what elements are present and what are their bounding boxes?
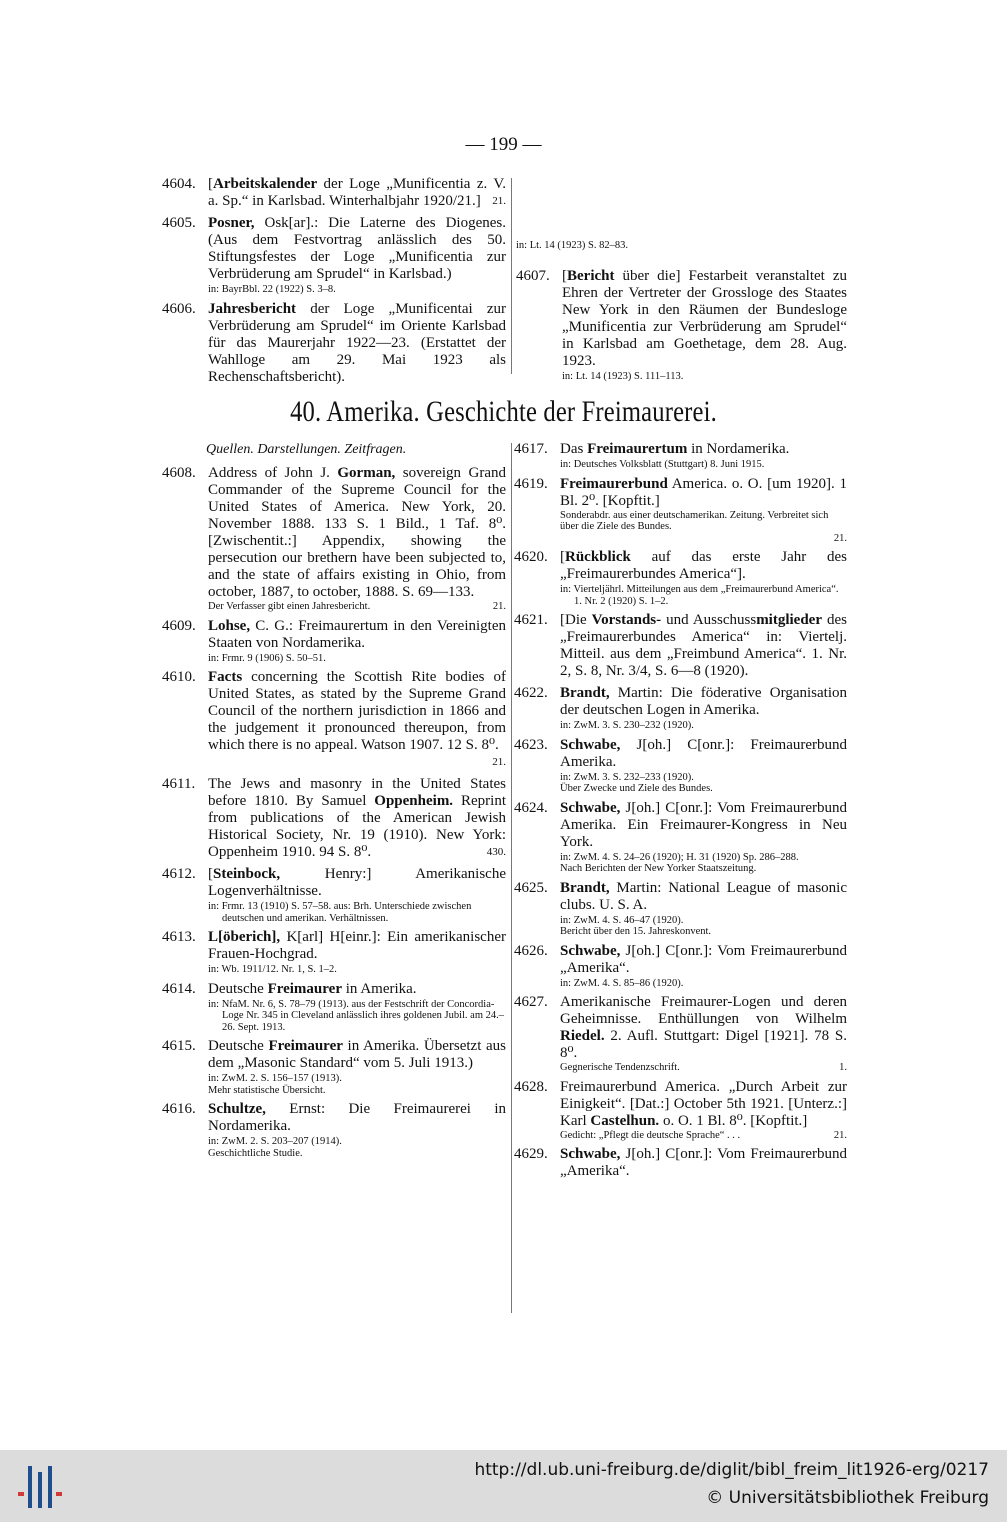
entry-4614 <box>162 981 506 1034</box>
entry-note: Über Zwecke und Ziele des Bundes. <box>560 783 713 794</box>
page-number: — 199 — <box>465 134 542 155</box>
entry-keyword: Arbeitskalender <box>213 176 318 192</box>
column-rule-bottom <box>511 443 512 1313</box>
entry-source: in: Deutsches Volksblatt (Stuttgart) 8. Juni 1915. <box>560 459 765 470</box>
entry-number: 4622. <box>514 685 548 701</box>
entry-keyword: Oppenheim. <box>374 793 454 809</box>
entry-number: 4628. <box>514 1078 548 1095</box>
entry-keyword: Posner, <box>208 215 255 231</box>
entry-number: 4610. <box>162 669 196 685</box>
entry-number: 4611. <box>162 776 196 792</box>
entry-4624 <box>514 800 847 875</box>
entry-source: in: ZwM. 3. S. 232–233 (1920). <box>560 771 694 783</box>
entry-text: Address of John J. <box>208 465 330 481</box>
entry-4626 <box>514 943 847 990</box>
entry-text: Osk[ar].: Die Laterne des Diogenes. (Aus dem Festvortrag anlässlich des 50. Stiftungsfestes der Loge „Munificentia zur Verbrüderung am Sprudel“ in Karlsbad.) <box>208 215 506 282</box>
entry-4611 <box>162 776 506 861</box>
entry-keyword: Freimaurer <box>268 1038 343 1054</box>
entry-text: 2. Aufl. Stuttgart: Digel [1921]. 78 S. 8⁰. <box>560 1028 847 1061</box>
permalink-url-link[interactable]: http://dl.ub.uni-freiburg.de/diglit/bibl_freim_lit1926-erg/0217 <box>474 1460 989 1480</box>
entry-4623 <box>514 737 847 795</box>
entry-text: [ <box>562 267 567 284</box>
entry-4605 <box>162 215 506 296</box>
entry-text: in Nordamerika. <box>687 441 790 457</box>
entry-text: Das <box>560 441 588 457</box>
entry-source: in: ZwM. 2. S. 203–207 (1914). <box>208 1136 342 1147</box>
entry-note: Der Verfasser gibt einen Jahresbericht. <box>208 601 371 612</box>
entry-4608 <box>162 465 506 613</box>
entry-source: in: ZwM. 4. S. 46–47 (1920). <box>560 914 684 926</box>
entry-4615 <box>162 1038 506 1096</box>
entry-4627 <box>514 994 847 1074</box>
entry-note: Gedicht: „Pflegt die deutsche Sprache“ . . . <box>560 1129 741 1141</box>
entry-number: 4623. <box>514 736 548 753</box>
entry-4622 <box>514 685 847 732</box>
entry-note: Sonderabdr. aus einer deutschamerikan. Zeitung. Verbreitet sich über die Ziele des Bundes. <box>560 509 829 532</box>
top-right-column <box>516 178 847 387</box>
entry-number: 4629. <box>514 1146 548 1162</box>
entry-4607 <box>516 268 847 383</box>
entry-keyword: Schwabe, <box>560 942 621 959</box>
entry-keyword: Facts <box>208 669 243 685</box>
entry-4616 <box>162 1101 506 1159</box>
entry-number: 4604. <box>162 176 196 192</box>
top-left-column <box>162 176 506 391</box>
entry-4604 <box>162 176 506 210</box>
entry-text: C. G.: Freimaurertum in den Vereinigten Staaten von Nordamerika. <box>208 617 506 651</box>
entry-text: Martin: National League of masonic clubs. U. S. A. <box>560 879 847 913</box>
entry-price: 21. <box>492 601 506 612</box>
entry-4621 <box>514 612 847 680</box>
entry-keyword: Schwabe, <box>560 736 621 753</box>
section-subheading: Quellen. Darstellungen. Zeitfragen. <box>206 442 407 457</box>
entry-source: in: ZwM. 4. S. 85–86 (1920). <box>560 977 684 989</box>
entry-number: 4616. <box>162 1101 196 1117</box>
entry-text: Deutsche <box>208 1038 269 1054</box>
entry-number: 4608. <box>162 465 196 481</box>
entry-4620 <box>514 549 847 607</box>
entry-source: in: Lt. 14 (1923) S. 111–113. <box>562 370 684 382</box>
entry-number: 4607. <box>516 267 550 284</box>
entry-price: 430. <box>486 846 506 858</box>
entry-note: Bericht über den 15. Jahreskonvent. <box>560 926 712 937</box>
entry-number: 4612. <box>162 866 196 882</box>
entry-number: 4627. <box>514 994 548 1010</box>
entry-text: Martin: Die föderative Organisation der deutschen Logen in Amerika. <box>560 685 847 718</box>
entry-4625 <box>514 880 847 938</box>
entry-text: [ <box>208 176 213 192</box>
entry-text: der Loge „Munificentai zur Verbrüderung am Sprudel“ im Oriente Karlsbad für das Maurerjahr 1922—23. (Erstattet der Wahlloge am 29. Mai 1923 als Rechenschaftsbericht). <box>208 300 506 385</box>
entry-note: Gegnerische Tendenzschrift. <box>560 1062 680 1073</box>
footer-bar <box>0 1450 1007 1522</box>
entry-4619 <box>514 476 847 545</box>
entry-text: J[oh.] C[onr.]: Vom Freimaurerbund „Amerika“. <box>560 942 847 976</box>
entry-4612 <box>162 866 506 924</box>
entry-number: 4606. <box>162 300 196 317</box>
entry-keyword: Freimaurer <box>267 980 342 997</box>
entry-number: 4621. <box>514 612 548 628</box>
entry-text: Deutsche <box>208 980 268 997</box>
entry-note: Mehr statistische Übersicht. <box>208 1084 326 1096</box>
copyright-text: © Universitätsbibliothek Freiburg <box>706 1488 989 1508</box>
entry-text: J[oh.] C[onr.]: Vom Freimaurerbund Amerika. Ein Freimaurer-Kongress in Neu York. <box>560 799 847 850</box>
entry-4629 <box>514 1146 847 1180</box>
entry-number: 4615. <box>162 1038 196 1054</box>
entry-number: 4625. <box>514 879 548 896</box>
entry-text: o. O. 1 Bl. 8⁰. [Kopftit.] <box>659 1112 808 1129</box>
entry-source: in: NfaM. Nr. 6, S. 78–79 (1913). aus der Festschrift der Concordia-Loge Nr. 345 in Cleveland anlässlich ihres goldenen Jubil. am 24.–26. Sept. 1913. <box>208 998 504 1033</box>
entry-text: K[arl] H[einr.]: Ein amerikanischer Frauen-Hochgrad. <box>208 929 506 962</box>
entry-price: 21. <box>833 532 847 544</box>
entry-text: The Jews and masonry in the United States before 1810. By Samuel <box>208 776 506 809</box>
entry-number: 4617. <box>514 441 548 457</box>
entry-keyword: Riedel. <box>560 1028 605 1044</box>
entry-4606 <box>162 301 506 386</box>
entry-keyword: Rückblick <box>565 549 631 565</box>
entry-source: in: BayrBbl. 22 (1922) S. 3–8. <box>208 284 336 295</box>
entry-price: 21. <box>833 1129 847 1141</box>
entry-text: über die] Festarbeit veranstaltet zu Ehren der Vertreter der Grossloge des Staates New York in den Räumen der Bundesloge „Munificentia zur Verbrüderung am Sprudel“ in Karlsbad am Goethetage, dem 28. Aug. 1923. <box>562 267 847 369</box>
entry-source: in: Wb. 1911/12. Nr. 1, S. 1–2. <box>208 964 337 975</box>
entry-text: [ <box>208 866 213 882</box>
entry-text: J[oh.] C[onr.]: Vom Freimaurerbund „Amerika“. <box>560 1146 847 1179</box>
entry-price: 21. <box>492 195 506 207</box>
entry-keyword: Steinbock, <box>213 866 281 882</box>
entry-price: 1. <box>839 1062 847 1073</box>
bottom-left-column <box>162 441 506 1164</box>
bottom-right-column <box>514 441 847 1185</box>
entry-number: 4626. <box>514 942 548 959</box>
column-rule-top <box>511 178 512 374</box>
entry-keyword: mitglieder <box>756 612 822 628</box>
entry-number: 4619. <box>514 475 548 492</box>
entry-4617 <box>514 441 847 471</box>
entry-text: concerning the Scottish Rite bodies of United States, as stated by the Supreme Grand Council of the northern jurisdiction in 1866 and the judgement it pronounced thereupon, from which there is no appeal. Watson 1907. 12 S. 8⁰. <box>208 669 506 753</box>
entry-number: 4614. <box>162 980 196 997</box>
entry-text: in Amerika. <box>341 980 417 997</box>
entry-text: des „Freimaurerbundes America“ in: Viertelj. Mitteil. aus dem „Freimbund America“. 1. Nr. 2, S. 8, Nr. 3/4, S. 6—8 (1920). <box>560 612 848 679</box>
entry-text: J[oh.] C[onr.]: Freimaurerbund Amerika. <box>560 736 847 770</box>
entry-number: 4605. <box>162 215 196 231</box>
entry-keyword: Jahresbericht <box>208 300 297 317</box>
entry-keyword: Lohse, <box>208 617 251 634</box>
entry-keyword: Gorman, <box>329 465 396 481</box>
entry-text: [ <box>560 549 565 565</box>
entry-text: in Amerika. Übersetzt aus dem „Masonic Standard“ vom 5. Juli 1913.) <box>208 1038 507 1071</box>
entry-number: 4620. <box>514 549 548 565</box>
entry-number: 4613. <box>162 929 196 945</box>
entry-4610 <box>162 669 506 771</box>
entry-keyword: Brandt, <box>560 879 610 896</box>
entry-keyword: L[öberich], <box>208 929 281 945</box>
entry-keyword: Schultze, <box>208 1101 266 1117</box>
entry-number: 4624. <box>514 799 548 816</box>
entry-text: und Ausschuss <box>661 612 757 628</box>
entry-4609 <box>162 618 506 665</box>
entry-keyword: Schwabe, <box>560 1146 621 1162</box>
entry-text: America. o. O. [um 1920]. 1 Bl. 2⁰. [Kopftit.] <box>560 475 847 509</box>
entry-source: in: Lt. 14 (1923) S. 82–83. <box>516 240 628 251</box>
entry-source: in: Vierteljährl. Mitteilungen aus dem „Freimaurerbund America“. 1. Nr. 2 (1920) S. 1–2. <box>560 584 839 607</box>
entry-text: Freimaurerbund America. „Durch Arbeit zur Einigkeit“. [Dat.:] October 5th 1921. [Unterz.:] Karl <box>560 1078 847 1129</box>
entry-text: Amerikanische Freimaurer-Logen und deren Geheimnisse. Enthüllungen von Wilhelm <box>560 994 847 1027</box>
entry-text: Ernst: Die Freimaurerei in Nordamerika. <box>208 1101 506 1134</box>
section-title: 40. Amerika. Geschichte der Freimaurerei. <box>290 395 717 428</box>
entry-keyword: Freimaurertum <box>587 441 688 457</box>
entry-text: Henry:] Amerikanische Logenverhältnisse. <box>208 866 506 899</box>
entry-keyword: Castelhun. <box>590 1112 660 1129</box>
entry-source: in: Frmr. 13 (1910) S. 57–58. aus: Brh. Unterschiede zwischen deutschen und amerikan. Verhältnissen. <box>208 901 472 924</box>
entry-4628 <box>514 1079 847 1142</box>
entry-keyword: Freimaurerbund <box>560 475 668 492</box>
entry-text: sovereign Grand Commander of the Supreme Council for the United States of America. New York, 20. November 1888. 133 S. 1 Bild., 1 Taf. 8⁰. [Zwischentit.:] Appendix, showing the persecution our brethern have been subjected to, and the state of affairs existing in Ohio, from october, 1887, to october, 1888. S. 69—133. <box>208 465 506 600</box>
entry-source: in: ZwM. 2. S. 156–157 (1913). <box>208 1073 342 1084</box>
entry-number: 4609. <box>162 617 196 634</box>
entry-text: [Die <box>560 612 592 628</box>
entry-keyword: Brandt, <box>560 685 610 701</box>
entry-4613 <box>162 929 506 976</box>
entry-text: der Loge „Munificentia z. V. a. Sp.“ in Karlsbad. Winterhalbjahr 1920/21.] <box>208 176 506 209</box>
entry-text: auf das erste Jahr des „Freimaurerbundes America“]. <box>560 549 847 582</box>
entry-text: Reprint from publications of the American Jewish Historical Society, Nr. 19 (1910). New York: Oppenheim 1910. 94 S. 8⁰. <box>208 793 506 860</box>
entry-note: Nach Berichten der New Yorker Staatszeitung. <box>560 863 757 874</box>
entry-source: in: ZwM. 4. S. 24–26 (1920); H. 31 (1920) Sp. 286–288. <box>560 851 799 863</box>
university-library-logo-icon <box>12 1464 64 1510</box>
entry-keyword: Schwabe, <box>560 799 621 816</box>
entry-note: Geschichtliche Studie. <box>208 1147 303 1159</box>
entry-price: 21. <box>492 756 506 768</box>
entry-keyword: Vorstands- <box>591 612 662 628</box>
entry-source: in: Frmr. 9 (1906) S. 50–51. <box>208 652 326 664</box>
entry-keyword: Bericht <box>567 267 615 284</box>
entry-source: in: ZwM. 3. S. 230–232 (1920). <box>560 720 694 731</box>
